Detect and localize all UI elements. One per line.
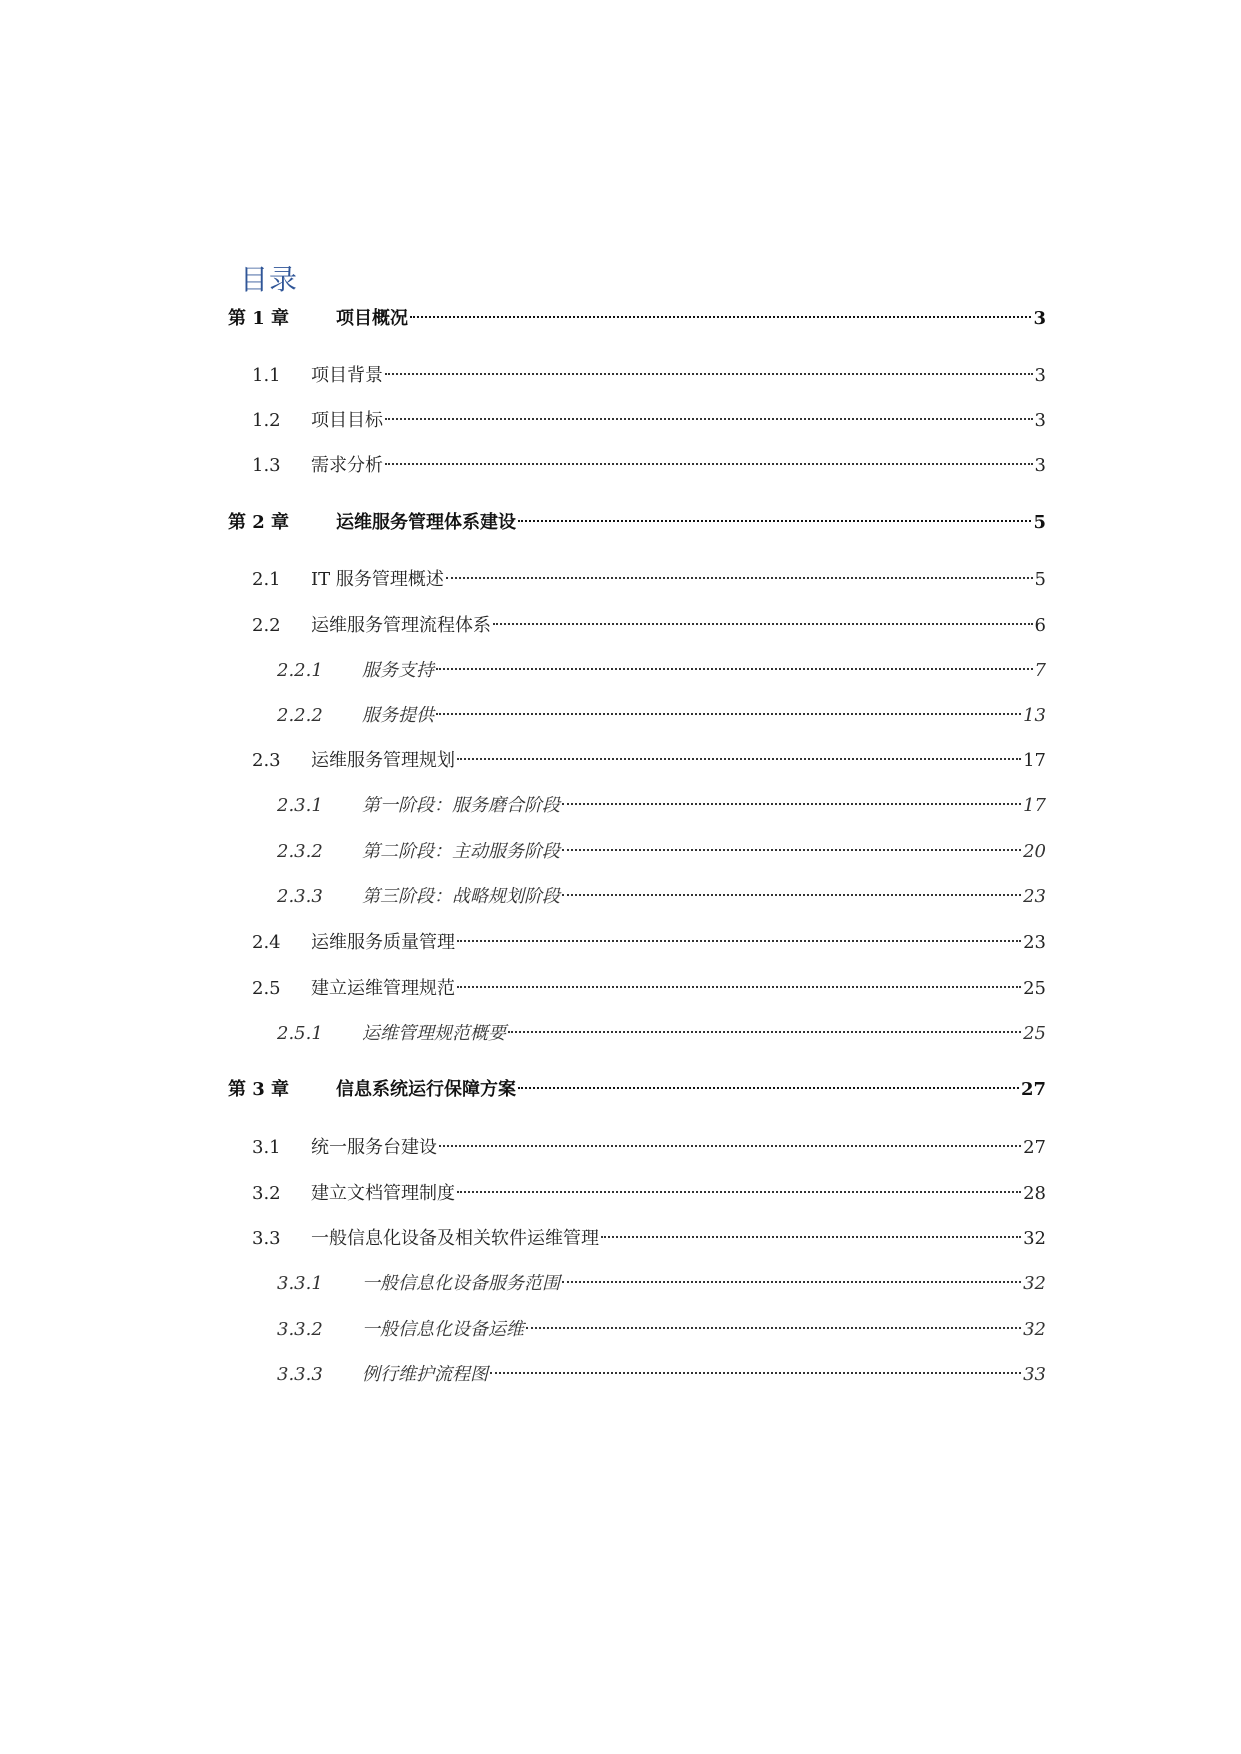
- toc-entry-title[interactable]: 项目背景: [311, 365, 383, 386]
- toc-entry-title[interactable]: 建立运维管理规范: [311, 978, 455, 999]
- dot-leader: [457, 986, 1021, 988]
- toc-entry-title[interactable]: 项目概况: [336, 308, 408, 329]
- toc-entry-row: [362, 701, 1046, 731]
- toc-entry[interactable]: [0, 974, 1241, 1004]
- toc-entry-title[interactable]: 运维服务管理体系建设: [336, 512, 516, 533]
- dot-leader: [457, 940, 1021, 942]
- toc-entry-page-number: 3: [1033, 308, 1046, 329]
- toc-entry[interactable]: [0, 361, 1241, 391]
- dot-leader: [457, 1191, 1021, 1193]
- toc-entry[interactable]: [0, 508, 1241, 538]
- toc-entry-row: [362, 1360, 1046, 1390]
- toc-entry[interactable]: [0, 701, 1241, 731]
- toc-entry-row: [362, 882, 1046, 912]
- toc-entry-page-number: 32: [1023, 1273, 1046, 1294]
- toc-entry-page-number: 25: [1023, 978, 1046, 999]
- toc-entry-row: [336, 304, 1046, 334]
- toc-entry-number: 1.2: [252, 410, 281, 431]
- toc-entry-row: [311, 928, 1046, 958]
- dot-leader: [508, 1031, 1021, 1033]
- toc-entry-number: 2.2: [252, 615, 281, 636]
- toc-entry-page-number: 27: [1020, 1079, 1046, 1100]
- toc-entry-title[interactable]: 运维服务管理流程体系: [311, 615, 491, 636]
- toc-entry-title[interactable]: 一般信息化设备服务范围: [362, 1273, 560, 1294]
- toc-entry-page-number: 5: [1033, 512, 1046, 533]
- toc-entry-row: [311, 565, 1046, 595]
- toc-entry-row: [311, 974, 1046, 1004]
- toc-entry-number: 第 1 章: [228, 308, 290, 329]
- dot-leader: [562, 849, 1021, 851]
- dot-leader: [457, 758, 1021, 760]
- toc-entry-page-number: 32: [1023, 1319, 1046, 1340]
- toc-entry-number: 3.3.3: [277, 1364, 323, 1385]
- toc-entry-row: [362, 1315, 1046, 1345]
- toc-entry-page-number: 13: [1023, 705, 1046, 726]
- toc-entry[interactable]: [0, 746, 1241, 776]
- toc-entry-page-number: 28: [1023, 1183, 1046, 1204]
- toc-entry[interactable]: [0, 882, 1241, 912]
- toc-entry[interactable]: [0, 791, 1241, 821]
- toc-entry-title[interactable]: 运维服务管理规划: [311, 750, 455, 771]
- toc-entry[interactable]: [0, 1075, 1241, 1105]
- toc-entry-page-number: 3: [1034, 410, 1046, 431]
- toc-heading: 目录: [240, 263, 299, 296]
- toc-entry-row: [311, 746, 1046, 776]
- toc-entry[interactable]: [0, 656, 1241, 686]
- toc-entry[interactable]: [0, 1360, 1241, 1390]
- toc-entry-row: [311, 451, 1046, 481]
- toc-entry-title[interactable]: 信息系统运行保障方案: [336, 1079, 516, 1100]
- dot-leader: [446, 577, 1033, 579]
- toc-entry-title[interactable]: 一般信息化设备运维: [362, 1319, 524, 1340]
- toc-entry-row: [336, 1075, 1046, 1105]
- toc-entry-number: 1.3: [252, 455, 281, 476]
- dot-leader: [493, 623, 1033, 625]
- toc-entry-page-number: 6: [1034, 615, 1046, 636]
- toc-entry-number: 2.4: [252, 932, 281, 953]
- dot-leader: [562, 1281, 1021, 1283]
- toc-entry-number: 2.3.3: [277, 886, 323, 907]
- toc-entry-number: 第 2 章: [228, 512, 290, 533]
- toc-entry-number: 2.3: [252, 750, 281, 771]
- toc-entry-row: [311, 1224, 1046, 1254]
- toc-entry-number: 2.3.1: [277, 795, 323, 816]
- toc-entry-title[interactable]: 需求分析: [311, 455, 383, 476]
- toc-entry[interactable]: [0, 1133, 1241, 1163]
- toc-entry-number: 2.5: [252, 978, 281, 999]
- toc-entry[interactable]: [0, 304, 1241, 334]
- toc-entry-page-number: 3: [1034, 365, 1046, 386]
- toc-entry-page-number: 33: [1023, 1364, 1046, 1385]
- dot-leader: [562, 894, 1021, 896]
- toc-entry-number: 3.3: [252, 1228, 281, 1249]
- toc-entry-page-number: 17: [1023, 795, 1046, 816]
- toc-entry-number: 2.3.2: [277, 841, 323, 862]
- dot-leader: [518, 520, 1031, 522]
- toc-entry[interactable]: [0, 611, 1241, 641]
- toc-entry-number: 第 3 章: [228, 1079, 290, 1100]
- toc-entry-page-number: 32: [1023, 1228, 1046, 1249]
- toc-entry-row: [362, 837, 1046, 867]
- toc-entry-row: [311, 361, 1046, 391]
- toc-entry-title[interactable]: IT 服务管理概述: [311, 569, 444, 590]
- toc-entry-title[interactable]: 服务提供: [362, 705, 434, 726]
- toc-entry-number: 2.1: [252, 569, 281, 590]
- dot-leader: [436, 668, 1033, 670]
- dot-leader: [385, 463, 1033, 465]
- toc-entry-number: 3.3.2: [277, 1319, 323, 1340]
- toc-entry[interactable]: [0, 837, 1241, 867]
- toc-entry-number: 2.2.2: [277, 705, 323, 726]
- toc-entry[interactable]: [0, 1315, 1241, 1345]
- toc-entry-row: [362, 656, 1046, 686]
- toc-entry-number: 3.3.1: [277, 1273, 323, 1294]
- toc-entry-row: [336, 508, 1046, 538]
- toc-entry-page-number: 20: [1023, 841, 1046, 862]
- dot-leader: [601, 1236, 1021, 1238]
- toc-entry[interactable]: [0, 1224, 1241, 1254]
- toc-entry-title[interactable]: 例行维护流程图: [362, 1364, 488, 1385]
- toc-entry-page-number: 7: [1034, 660, 1046, 681]
- toc-entry-row: [362, 1269, 1046, 1299]
- toc-entry-title[interactable]: 统一服务台建设: [311, 1137, 437, 1158]
- toc-entry-number: 2.5.1: [277, 1023, 323, 1044]
- toc-entry-page-number: 17: [1023, 750, 1046, 771]
- toc-entry[interactable]: [0, 565, 1241, 595]
- toc-entry-title[interactable]: 运维管理规范概要: [362, 1023, 506, 1044]
- toc-entry-page-number: 27: [1023, 1137, 1046, 1158]
- toc-entry-number: 3.2: [252, 1183, 281, 1204]
- toc-entry[interactable]: [0, 1179, 1241, 1209]
- toc-entry-row: [311, 1133, 1046, 1163]
- dot-leader: [439, 1145, 1021, 1147]
- toc-entry-row: [311, 406, 1046, 436]
- dot-leader: [526, 1327, 1021, 1329]
- dot-leader: [490, 1372, 1021, 1374]
- toc-entry[interactable]: [0, 928, 1241, 958]
- toc-entry[interactable]: [0, 1019, 1241, 1049]
- toc-entry-page-number: 23: [1023, 932, 1046, 953]
- toc-entry-number: 3.1: [252, 1137, 281, 1158]
- toc-entry-page-number: 23: [1023, 886, 1046, 907]
- dot-leader: [385, 373, 1033, 375]
- toc-entry-number: 1.1: [252, 365, 281, 386]
- dot-leader: [518, 1087, 1019, 1089]
- toc-entry-row: [362, 1019, 1046, 1049]
- toc-entry-title[interactable]: 建立文档管理制度: [311, 1183, 455, 1204]
- toc-entry[interactable]: [0, 406, 1241, 436]
- dot-leader: [436, 713, 1021, 715]
- toc-entry-page-number: 25: [1023, 1023, 1046, 1044]
- toc-entry[interactable]: [0, 1269, 1241, 1299]
- dot-leader: [385, 418, 1033, 420]
- toc-entry-page-number: 5: [1034, 569, 1046, 590]
- toc-entry-title[interactable]: 项目目标: [311, 410, 383, 431]
- toc-entry-page-number: 3: [1034, 455, 1046, 476]
- dot-leader: [562, 803, 1021, 805]
- toc-entry-row: [362, 791, 1046, 821]
- dot-leader: [410, 316, 1031, 318]
- toc-entry-title[interactable]: 第三阶段：战略规划阶段: [362, 886, 560, 907]
- toc-entry-title[interactable]: 服务支持: [362, 660, 434, 681]
- toc-entry-title[interactable]: 一般信息化设备及相关软件运维管理: [311, 1228, 599, 1249]
- toc-entry-row: [311, 611, 1046, 641]
- toc-entry-title[interactable]: 运维服务质量管理: [311, 932, 455, 953]
- toc-entry-title[interactable]: 第二阶段：主动服务阶段: [362, 841, 560, 862]
- toc-entry-number: 2.2.1: [277, 660, 323, 681]
- toc-entry-row: [311, 1179, 1046, 1209]
- toc-entry-title[interactable]: 第一阶段：服务磨合阶段: [362, 795, 560, 816]
- toc-entry[interactable]: [0, 451, 1241, 481]
